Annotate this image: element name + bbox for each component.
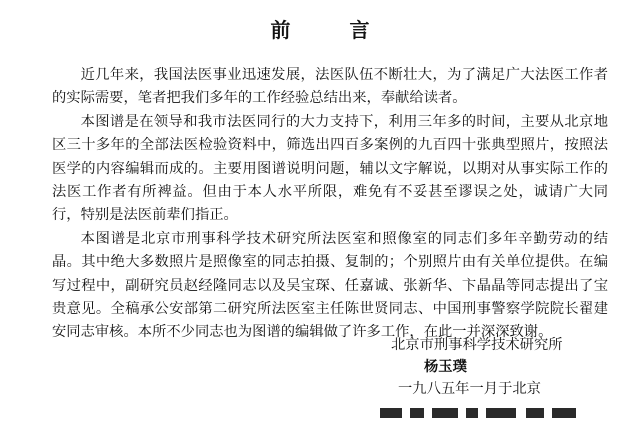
paragraph-3: 本图谱是北京市刑事科学技术研究所法医室和照像室的同志们多年辛勤劳动的结晶。其中绝大多数照片是照像室的同志拍摄、复制的；个别照片由有关单位提供。在编写过程中，副研究员赵经隆同志以及吴宝琛、任嘉诚、张新华、卞晶晶等同志提出了宝贵意见。全稿承公安部第二研究所法医室主任陈世贤同志、中国刑事警察学院院长翟建安同志审核。本所不少同志也为图谱的编辑做了许多工作，在此一并深深致谢。 [52,230,608,341]
signature-author: 杨玉璞 [424,359,467,375]
signature-date: 一九八五年一月于北京 [398,381,541,397]
preface-body [52,64,608,345]
page-title: 前 言 [270,18,396,42]
cut-off-text-artifact [380,406,594,420]
paragraph-1: 近几年来，我国法医事业迅速发展，法医队伍不断壮大，为了满足广大法医工作者的实际需要，笔者把我们多年的工作经验总结出来，奉献给读者。 [52,67,608,107]
signature-block [0,334,640,400]
signature-institution: 北京市刑事科学技术研究所 [391,337,563,353]
paragraph-2: 本图谱是在领导和我市法医同行的大力支持下，利用三年多的时间，主要从北京地区三十多年的全部法医检验资料中，筛选出四百多案例的九百四十张典型照片，按照法医学的内容编辑而成的。主要用图谱说明问题，辅以文字解说，以期对从事实际工作的法医工作者有所裨益。但由于本人水平所限，难免有不妥甚至谬误之处，诚请广大同行，特别是法医前辈们指正。 [52,113,608,224]
